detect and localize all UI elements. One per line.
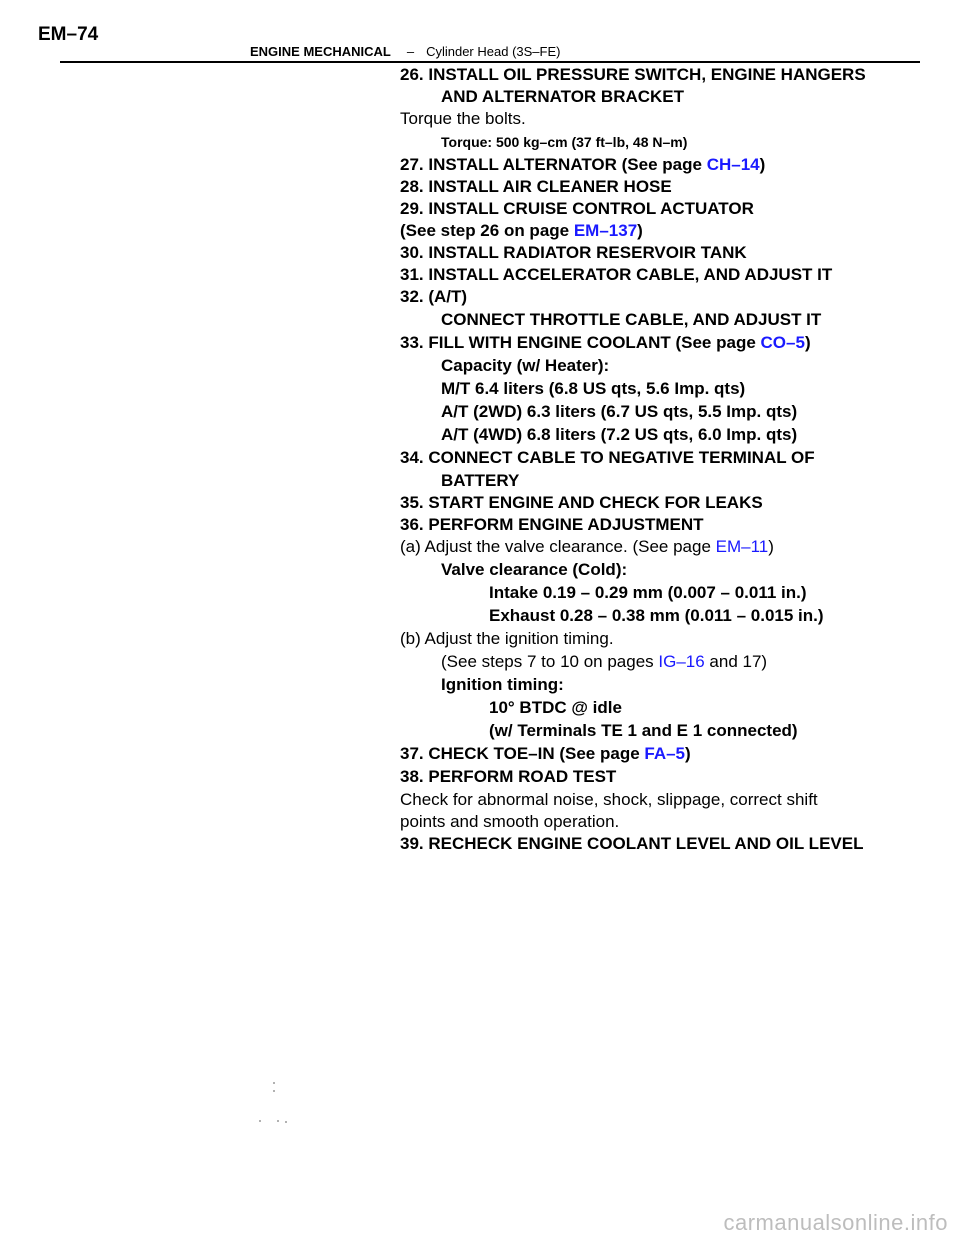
- step-31: 31. INSTALL ACCELERATOR CABLE, AND ADJUST IT: [400, 265, 833, 284]
- step-29-reference: [400, 221, 643, 241]
- header-dash: –: [406, 44, 415, 59]
- step-34: 34. CONNECT CABLE TO NEGATIVE TERMINAL OF: [400, 448, 815, 467]
- step-38-instruction-continued: points and smooth operation.: [400, 812, 620, 831]
- step-33-close: ): [804, 333, 811, 352]
- link-ig-16[interactable]: IG–16: [658, 652, 705, 671]
- link-fa-5[interactable]: FA–5: [644, 744, 686, 763]
- speck: [273, 1090, 275, 1092]
- step-27-close: ): [759, 155, 766, 174]
- valve-clearance-label: Valve clearance (Cold):: [441, 560, 628, 579]
- valve-clearance-intake: Intake 0.19 – 0.29 mm (0.007 – 0.011 in.): [489, 583, 807, 602]
- step-26-torque-spec: Torque: 500 kg–cm (37 ft–lb, 48 N–m): [441, 134, 688, 150]
- step-36a-close: ): [768, 537, 774, 556]
- capacity-at-2wd: A/T (2WD) 6.3 liters (6.7 US qts, 5.5 Imp. qts): [441, 402, 798, 421]
- step-28: 28. INSTALL AIR CLEANER HOSE: [400, 177, 672, 196]
- capacity-label: Capacity (w/ Heater):: [441, 356, 610, 375]
- link-co-5[interactable]: CO–5: [760, 333, 805, 352]
- step-37-close: ): [685, 744, 691, 763]
- step-33: [400, 333, 811, 353]
- capacity-at-4wd: A/T (4WD) 6.8 liters (7.2 US qts, 6.0 Imp. qts): [441, 425, 798, 444]
- step-26: 26. INSTALL OIL PRESSURE SWITCH, ENGINE HANGERS: [400, 65, 866, 84]
- speck: [273, 1082, 275, 1084]
- step-29: 29. INSTALL CRUISE CONTROL ACTUATOR: [400, 199, 754, 218]
- ignition-timing-condition: (w/ Terminals TE 1 and E 1 connected): [489, 721, 798, 740]
- step-37-text: 37. CHECK TOE–IN (See page: [400, 744, 645, 763]
- page-header: [250, 44, 560, 59]
- step-32-continued: CONNECT THROTTLE CABLE, AND ADJUST IT: [441, 310, 822, 329]
- speck: [285, 1121, 287, 1123]
- step-29-ref-close: ): [637, 221, 643, 240]
- link-em-11[interactable]: EM–11: [715, 537, 769, 556]
- speck: [259, 1120, 261, 1122]
- step-36b: (b) Adjust the ignition timing.: [400, 629, 614, 648]
- subsection-title: Cylinder Head (3S–FE): [426, 44, 561, 59]
- watermark: carmanualsonline.info: [723, 1210, 948, 1235]
- step-30: 30. INSTALL RADIATOR RESERVOIR TANK: [400, 243, 747, 262]
- step-36b-ref-text: (See steps 7 to 10 on pages: [441, 652, 659, 671]
- step-33-text: 33. FILL WITH ENGINE COOLANT (See page: [400, 333, 761, 352]
- link-em-137[interactable]: EM–137: [573, 221, 638, 240]
- scan-specks: [255, 1078, 295, 1128]
- step-32: 32. (A/T): [400, 287, 468, 306]
- step-38-instruction: Check for abnormal noise, shock, slippage, correct shift: [400, 790, 818, 809]
- step-36a: [400, 537, 774, 557]
- page-number: EM–74: [38, 24, 99, 45]
- step-37: [400, 744, 691, 764]
- step-39: 39. RECHECK ENGINE COOLANT LEVEL AND OIL LEVEL: [400, 834, 864, 853]
- step-38: 38. PERFORM ROAD TEST: [400, 767, 617, 786]
- step-26-instruction: Torque the bolts.: [400, 109, 526, 128]
- capacity-mt: M/T 6.4 liters (6.8 US qts, 5.6 Imp. qts): [441, 379, 746, 398]
- valve-clearance-exhaust: Exhaust 0.28 – 0.38 mm (0.011 – 0.015 in.): [489, 606, 824, 625]
- section-title: ENGINE MECHANICAL: [250, 44, 391, 59]
- step-36b-ref-close: and 17): [704, 652, 768, 671]
- step-35: 35. START ENGINE AND CHECK FOR LEAKS: [400, 493, 763, 512]
- step-36a-text: (a) Adjust the valve clearance. (See page: [400, 537, 716, 556]
- ignition-timing-value: 10° BTDC @ idle: [489, 698, 622, 717]
- step-34-continued: BATTERY: [441, 471, 520, 490]
- step-36b-reference: [441, 652, 767, 672]
- ignition-timing-label: Ignition timing:: [441, 675, 564, 694]
- step-27-text: 27. INSTALL ALTERNATOR (See page: [400, 155, 707, 174]
- header-rule: [60, 61, 920, 63]
- step-36: 36. PERFORM ENGINE ADJUSTMENT: [400, 515, 704, 534]
- speck: [277, 1120, 279, 1122]
- step-26-continued: AND ALTERNATOR BRACKET: [441, 87, 685, 106]
- step-27: [400, 155, 765, 175]
- link-ch-14[interactable]: CH–14: [706, 155, 760, 174]
- step-29-ref-text: (See step 26 on page: [400, 221, 574, 240]
